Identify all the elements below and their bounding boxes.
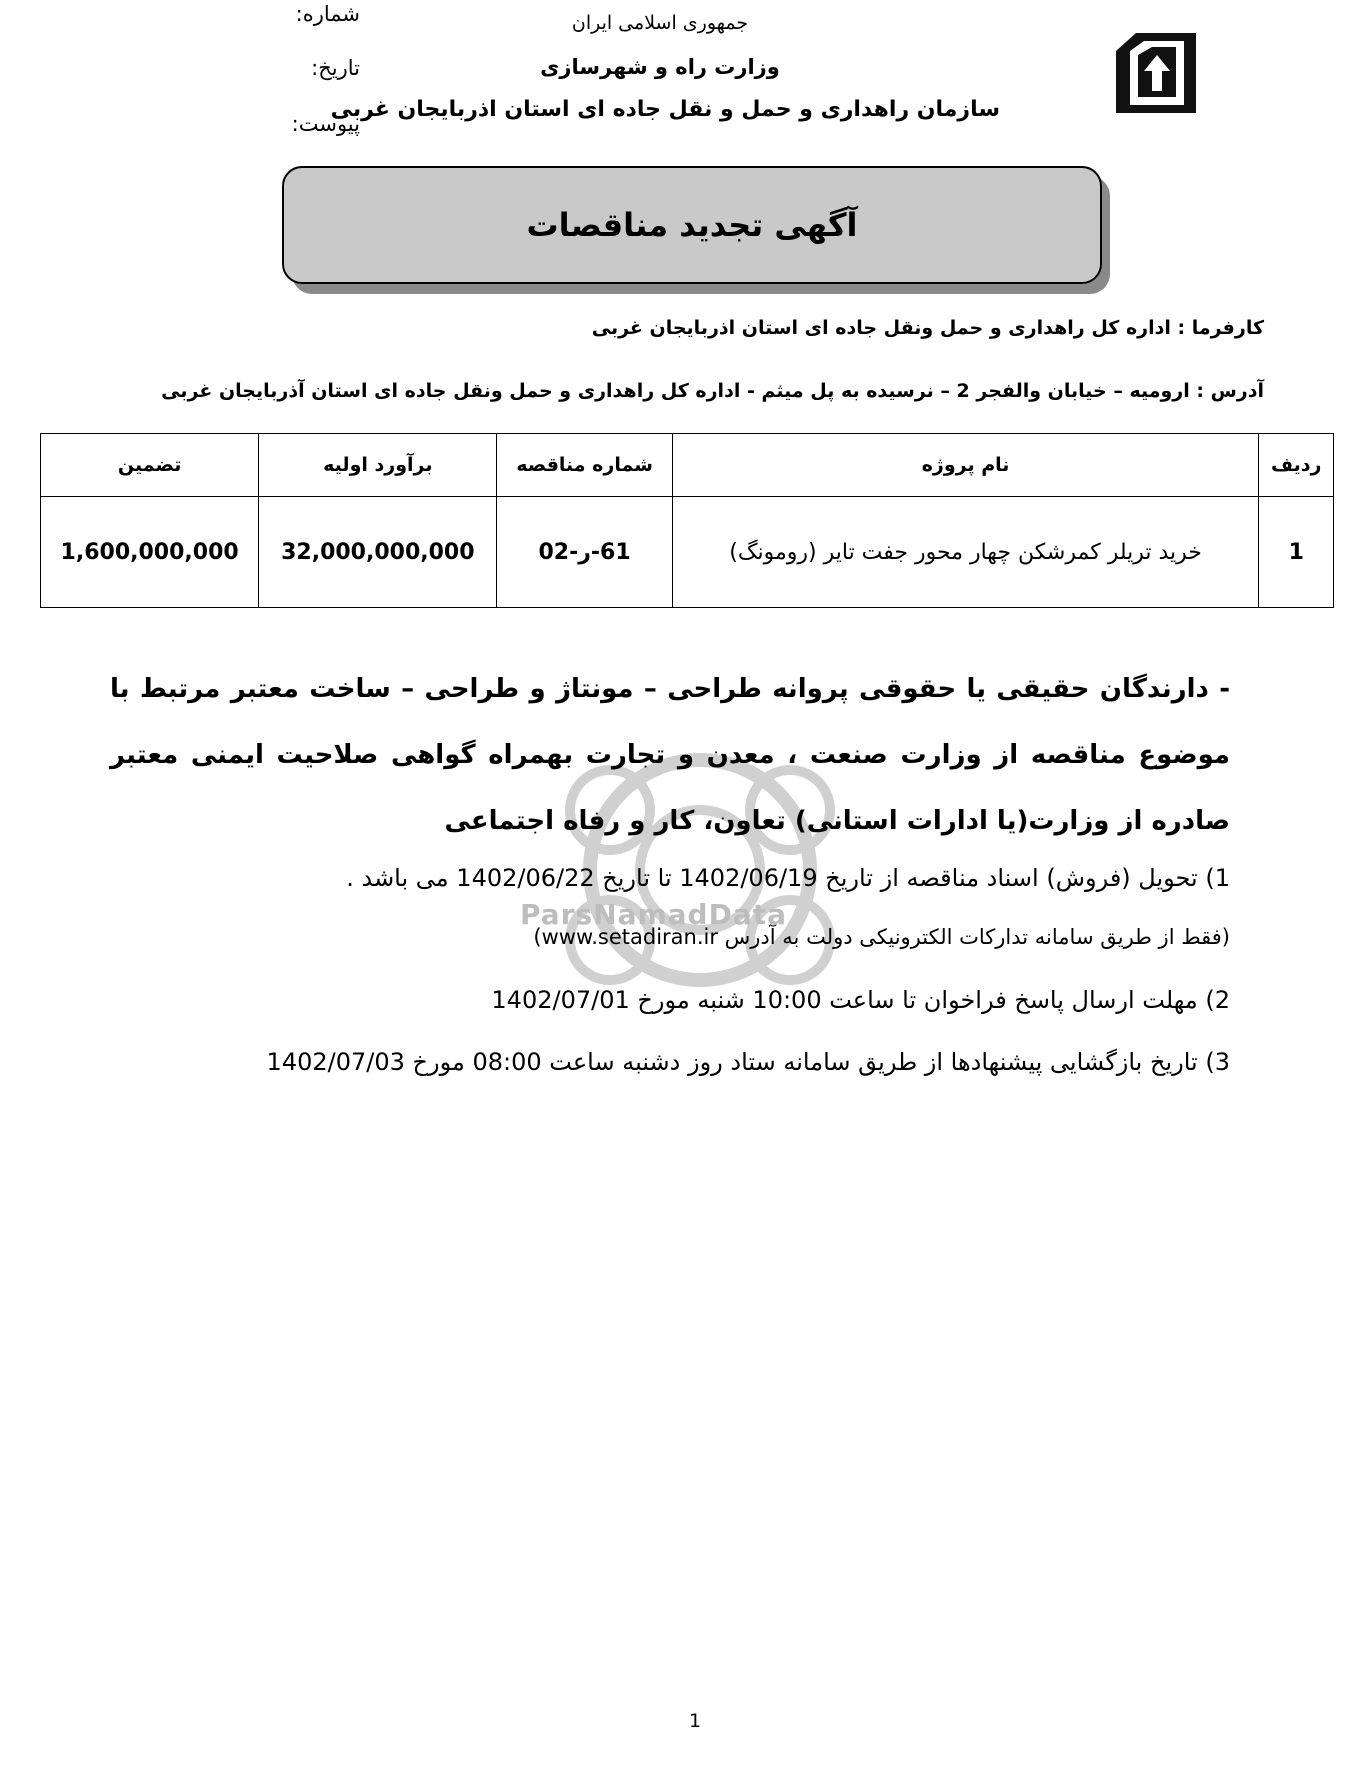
header-guarantee: تضمین [41, 434, 259, 497]
watermark-text: ParsNamadData [520, 898, 787, 931]
table-row [41, 497, 1334, 608]
attachment-label: پیوست: [291, 112, 360, 136]
item-document-sale-note: (فقط از طریق سامانه تدارکات الکترونیکی دولت به آدرس www.setadiran.ir) [533, 925, 1230, 949]
organization-heading: سازمان راهداری و حمل و نقل جاده ای استان اذربایجان غربی [330, 97, 1000, 122]
table-header-row [41, 434, 1334, 497]
ministry-heading: وزارت راه و شهرسازی [540, 55, 780, 79]
republic-heading: جمهوری اسلامی ایران [571, 12, 749, 34]
header-tender-number: شماره مناقصه [497, 434, 672, 497]
road-transport-logo-icon [1108, 25, 1204, 121]
number-label: شماره: [295, 2, 360, 26]
item-document-sale: 1) تحویل (فروش) اسناد مناقصه از تاریخ 1402/06/19 تا تاریخ 1402/06/22 می باشد . [346, 864, 1230, 892]
cell-project-name: خرید تریلر کمرشکن چهار محور جفت تایر (رومونگ) [672, 497, 1259, 608]
address-line: آدرس : ارومیه – خیابان والفجر 2 – نرسیده به پل میثم - اداره کل راهداری و حمل ونقل جاده ای استان آذربایجان غربی [161, 380, 1264, 402]
cell-initial-estimate: 32,000,000,000 [259, 497, 497, 608]
title-box [282, 166, 1102, 284]
date-label: تاریخ: [311, 56, 360, 80]
cell-guarantee: 1,600,000,000 [41, 497, 259, 608]
page-title: آگهی تجدید مناقصات [526, 206, 858, 244]
header-row-number: ردیف [1259, 434, 1334, 497]
page-number: 1 [688, 1710, 702, 1732]
item-opening-date: 3) تاریخ بازگشایی پیشنهادها از طریق سامانه ستاد روز دشنبه ساعت 08:00 مورخ 1402/07/03 [266, 1048, 1230, 1076]
header-initial-estimate: برآورد اولیه [259, 434, 497, 497]
employer-line: کارفرما : اداره کل راهداری و حمل ونقل جاده ای استان اذربایجان غربی [591, 317, 1264, 339]
cell-tender-number: 61-ر-02 [497, 497, 672, 608]
item-response-deadline: 2) مهلت ارسال پاسخ فراخوان تا ساعت 10:00 شنبه مورخ 1402/07/01 [491, 986, 1230, 1014]
header-project-name: نام پروژه [672, 434, 1259, 497]
tender-table [40, 433, 1334, 608]
cell-row-number: 1 [1259, 497, 1334, 608]
requirement-paragraph: - دارندگان حقیقی یا حقوقی پروانه طراحی – مونتاژ و طراحی – ساخت معتبر مرتبط با موضوع مناقصه از وزارت صنعت ، معدن و تجارت بهمراه گواهی صلاحیت ایمنی معتبر صادره از وزارت(یا ادارات استانی) تعاون، کار و رفاه اجتماعی [110, 674, 1230, 836]
